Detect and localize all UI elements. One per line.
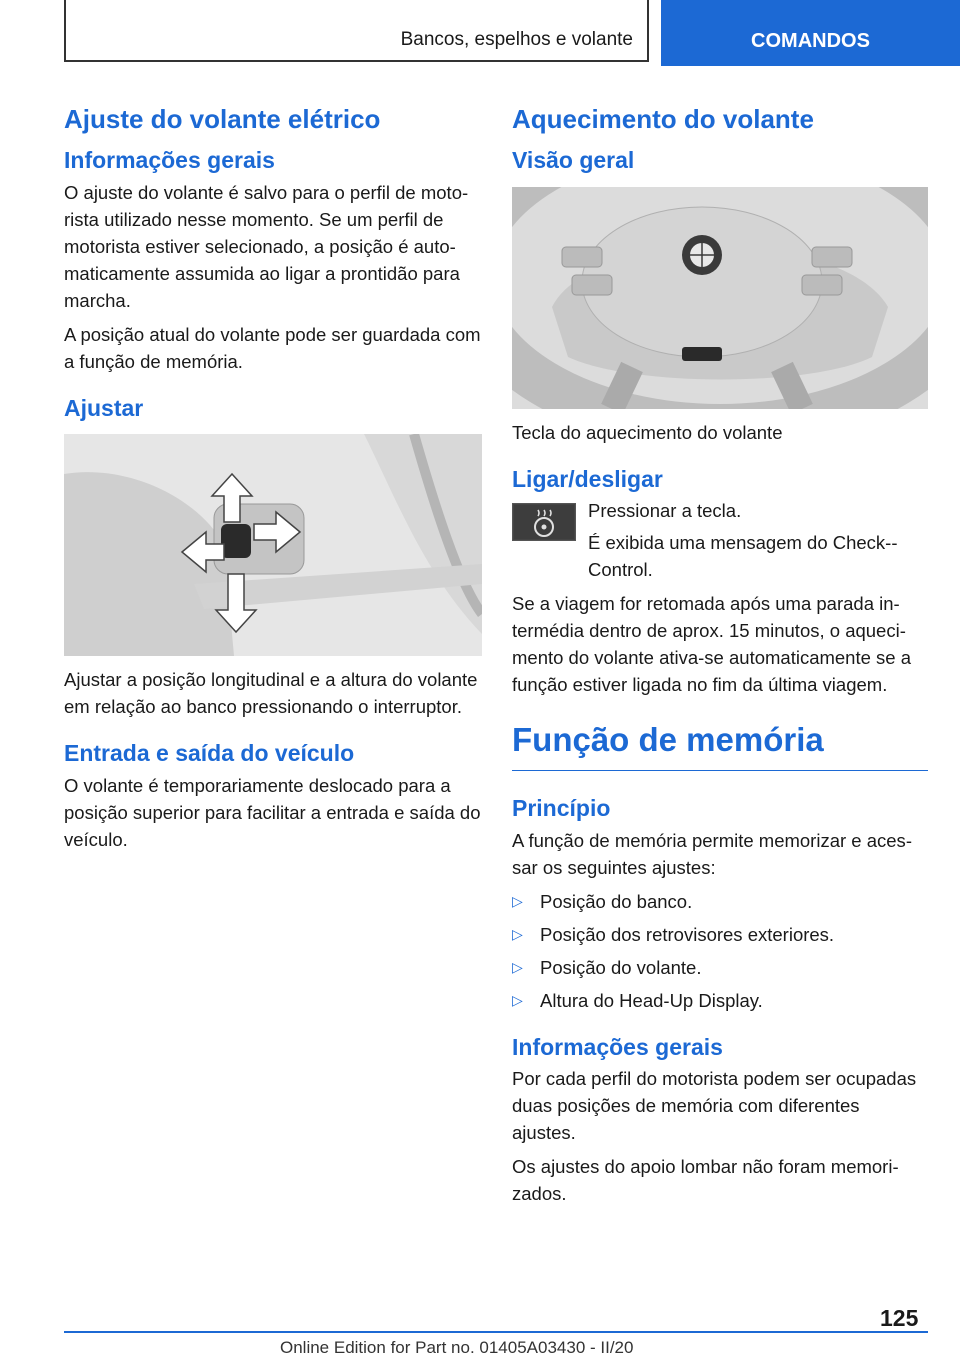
subheading-adjust: Ajustar <box>64 394 144 421</box>
paragraph-auto-activation: Se a viagem for retomada após uma parada intermédia dentro de aprox. 15 minutos, o aquecimento do volante ativa-se automaticamente se a função estiver ligada no fim da última viagem. <box>512 593 912 696</box>
list-item: ▷ Posição do volante. <box>512 954 928 981</box>
steering-wheel-illustration <box>512 187 928 409</box>
heading-steering-heating: Aquecimento do volante <box>512 104 814 134</box>
triangle-bullet-icon: ▷ <box>512 958 523 975</box>
paragraph-general-info: O ajuste do volante é salvo para o perfil de motorista utilizado nesse momento. Se um perfil de motorista estiver selecionado, a posição é automaticamente assumida ao ligar a prontidão para marcha. <box>64 181 469 311</box>
subheading-general-info: Informações gerais <box>64 147 275 174</box>
triangle-bullet-icon: ▷ <box>512 991 523 1008</box>
page-number: 125 <box>880 1305 919 1331</box>
paragraph-lumbar-note: Os ajustes do apoio lombar não foram memorizados. <box>512 1156 899 1205</box>
subheading-overview: Visão geral <box>512 147 635 174</box>
section-box <box>64 0 649 62</box>
triangle-bullet-icon: ▷ <box>512 892 523 909</box>
footer-edition: Online Edition for Part no. 01405A03430 - II/20 <box>280 1338 634 1357</box>
list-item: ▷ Posição do banco. <box>512 888 928 915</box>
memory-settings-list <box>512 888 928 1014</box>
paragraph-press-key: Pressionar a tecla. <box>588 500 742 522</box>
chapter-tab[interactable] <box>661 0 960 66</box>
right-column <box>512 96 928 1214</box>
list-item: ▷ Posição dos retrovisores exteriores. <box>512 921 928 948</box>
heated-steering-wheel-icon <box>512 503 576 541</box>
heading-memory-function: Função de memória <box>512 720 928 771</box>
chapter-tab-label: COMANDOS <box>751 30 870 52</box>
paragraph-entry-exit: O volante é temporariamente deslocado para a posição superior para facilitar a entrada e saída do veículo. <box>64 774 481 850</box>
subheading-entry-exit: Entrada e saída do veículo <box>64 740 355 767</box>
steering-switch-illustration <box>64 434 482 656</box>
left-column <box>64 96 482 860</box>
steering-wheel-figure <box>512 187 928 409</box>
caption-adjust: Ajustar a posição longitudinal e a altura do volante em relação ao banco pressionando o interruptor. <box>64 669 478 718</box>
footer-divider <box>64 1331 928 1333</box>
steering-switch-figure <box>64 434 482 656</box>
section-title: Bancos, espelhos e volante <box>400 29 633 50</box>
paragraph-driver-profiles: Por cada perfil do motorista podem ser ocupadas duas posições de memória com diferentes ajustes. <box>512 1068 917 1144</box>
triangle-bullet-icon: ▷ <box>512 925 523 942</box>
page-header <box>0 0 960 66</box>
list-item: ▷ Altura do Head-Up Display. <box>512 987 928 1014</box>
caption-heating-key: Tecla do aquecimento do volante <box>512 421 783 443</box>
subheading-principle: Princípio <box>512 794 611 821</box>
heating-button-row <box>512 497 928 583</box>
paragraph-check-control: É exibida uma mensagem do Check-Control. <box>588 532 898 581</box>
heading-electric-steering: Ajuste do volante elétrico <box>64 104 381 134</box>
subheading-on-off: Ligar/desligar <box>512 465 663 492</box>
paragraph-memory-note: A posição atual do volante pode ser guardada com a função de memória. <box>64 323 481 372</box>
subheading-general-info-memory: Informações gerais <box>512 1033 723 1060</box>
paragraph-memory-intro: A função de memória permite memorizar e acessar os seguintes ajustes: <box>512 829 912 878</box>
